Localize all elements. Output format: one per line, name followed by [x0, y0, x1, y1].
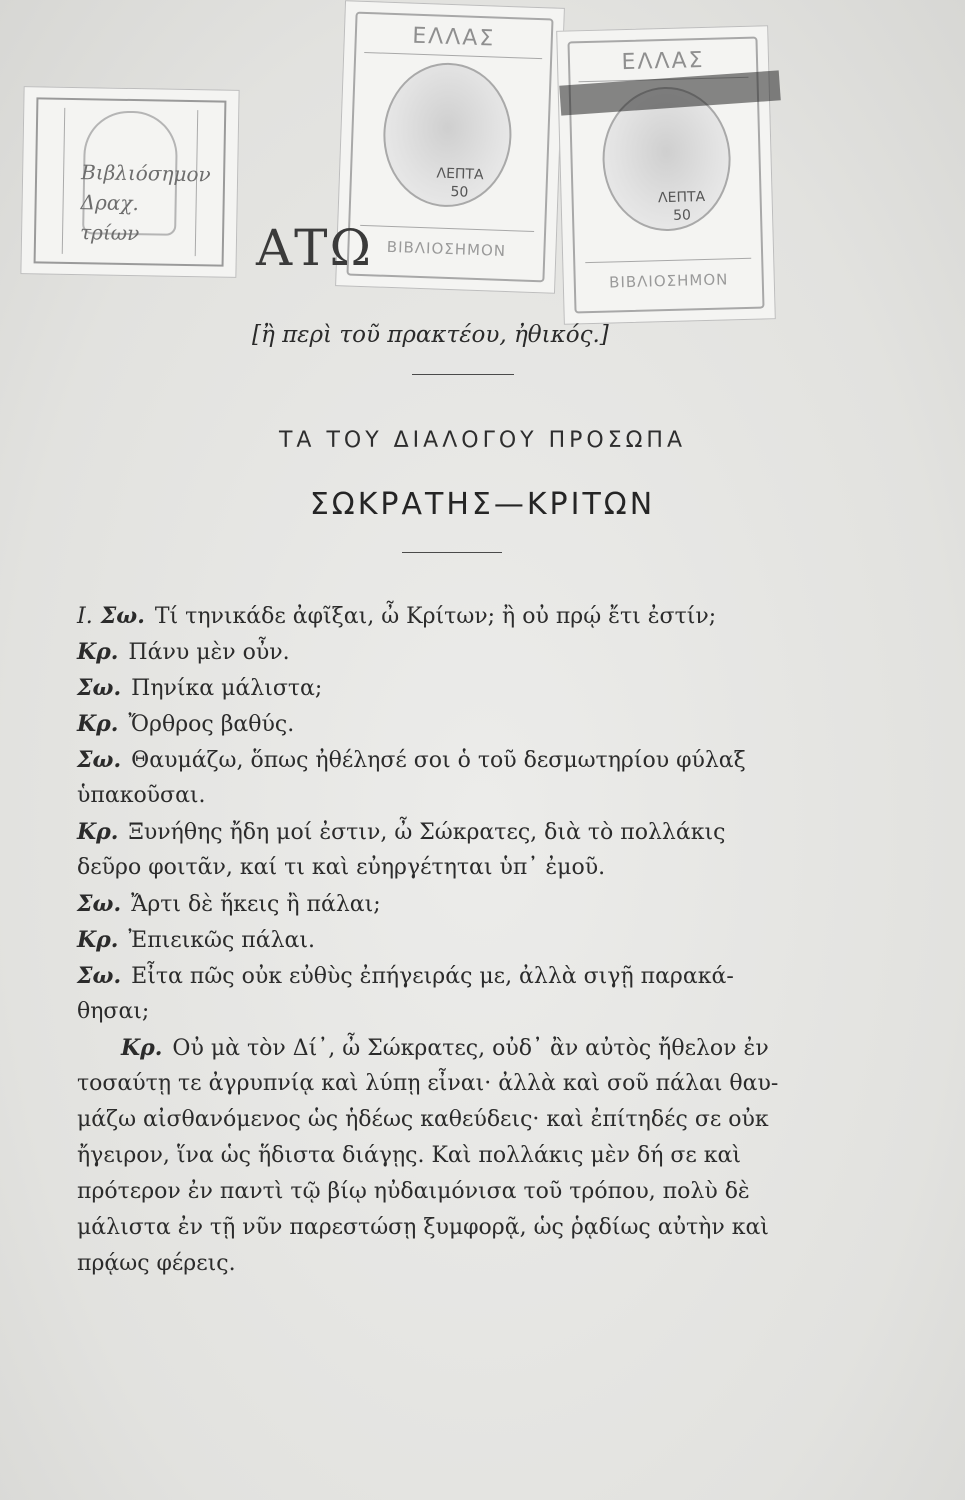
dialogue-line-continuation: ὑπακοῦσαι.	[77, 783, 206, 808]
speaker-label: Κρ.	[77, 639, 119, 665]
speaker-label: Κρ.	[77, 927, 119, 953]
dialogue-line	[77, 634, 845, 670]
dialogue-text	[77, 598, 845, 1282]
section-number: I.	[77, 604, 93, 629]
stamp-side-panel	[38, 107, 66, 253]
stamp-value-unit: ΛΕΠΤΑ	[657, 188, 706, 207]
line-text: Ἄρτι δὲ ἥκεις ἢ πάλαι;	[131, 892, 381, 917]
dialogue-line	[77, 886, 845, 922]
dialogue-line	[77, 814, 845, 850]
divider	[402, 552, 502, 553]
revenue-stamp-left	[20, 86, 239, 278]
dialogue-line-continuation: πρᾴως φέρεις.	[77, 1251, 236, 1276]
stamp-value-number: 50	[450, 184, 469, 201]
persons-heading: ΤΑ ΤΟΥ ΔΙΑΛΟΓΟΥ ΠΡΟΣΩΠΑ	[278, 428, 687, 453]
line-text: Πάνυ μὲν οὖν.	[128, 640, 290, 665]
line-text: Ὄρθρος βαθύς.	[128, 712, 295, 737]
page-title-fragment: ΑΤΩ	[256, 219, 373, 277]
dialogue-line-continuation: μάλιστα ἐν τῇ νῦν παρεστώσῃ ξυμφορᾷ, ὡς ῥᾳδίως αὐτὴν καὶ	[77, 1215, 769, 1240]
line-text: Ξυνήθης ἤδη μοί ἐστιν, ὦ Σώκρατες, διὰ τὸ πολλάκις	[128, 820, 726, 845]
dialogue-line	[77, 958, 845, 994]
stamp-value-number: 50	[672, 207, 692, 224]
line-text: Θαυμάζω, ὅπως ἠθέλησέ σοι ὁ τοῦ δεσμωτηρίου φύλαξ	[131, 748, 746, 773]
dialogue-line	[77, 742, 845, 778]
dialogue-line-continuation: τοσαύτῃ τε ἀγρυπνίᾳ καὶ λύπῃ εἶναι· ἀλλὰ καὶ σοῦ πάλαι θαυ-	[77, 1071, 779, 1096]
cancel-text-line: τρίων	[79, 220, 140, 246]
speaker-label: Σω.	[77, 891, 122, 917]
line-text: Πηνίκα μάλιστα;	[131, 676, 323, 701]
speaker-label: Σω.	[100, 603, 145, 629]
stamp-footer: ΒΙΒΛΙΟΣΗΜΟΝ	[359, 225, 534, 272]
divider	[412, 374, 514, 375]
speaker-label: Κρ.	[121, 1035, 163, 1061]
line-text: Οὐ μὰ τὸν Δί᾽, ὦ Σώκρατες, οὐδ᾽ ἂν αὐτὸς ἤθελον ἐν	[172, 1036, 769, 1061]
speaker-label: Σω.	[77, 747, 122, 773]
dialogue-line-continuation: θησαι;	[77, 999, 150, 1024]
dialogue-line	[77, 1030, 845, 1066]
line-text: Εἶτα πῶς οὐκ εὐθὺς ἐπήγειράς με, ἀλλὰ σιγῇ παρακά-	[131, 964, 734, 989]
cancel-text-line: Βιβλιόσημον	[80, 160, 211, 187]
dialogue-line	[77, 922, 845, 958]
speaker-label: Σω.	[77, 675, 122, 701]
stamp-value-unit: ΛΕΠΤΑ	[436, 165, 484, 184]
persons-names: ΣΩΚΡΑΤΗΣ—ΚΡΙΤΩΝ	[309, 487, 656, 522]
stamp-value	[621, 187, 742, 226]
line-text: Τί τηνικάδε ἀφῖξαι, ὦ Κρίτων; ἢ οὐ πρῴ ἔτι ἐστίν;	[154, 604, 717, 629]
stamp-country: ΕΛΛΑΣ	[578, 43, 749, 82]
dialogue-line-continuation: δεῦρο φοιτᾶν, καί τι καὶ εὐηργέτηται ὑπ᾽ ἐμοῦ.	[77, 855, 606, 880]
dialogue-line	[77, 706, 845, 742]
cancel-text-line: Δραχ.	[80, 190, 140, 216]
stamp-value	[399, 163, 520, 203]
speaker-label: Σω.	[77, 963, 122, 989]
stamp-country: ΕΛΛΑΣ	[364, 18, 543, 59]
speaker-label: Κρ.	[77, 711, 119, 737]
line-text: Ἐπιεικῶς πάλαι.	[128, 928, 316, 953]
dialogue-line-continuation: ἤγειρον, ἵνα ὡς ἥδιστα διάγῃς. Καὶ πολλάκις μὲν δή σε καὶ	[77, 1143, 742, 1168]
dialogue-line-continuation: πρότερον ἐν παντὶ τῷ βίῳ ηὐδαιμόνισα τοῦ τρόπου, πολὺ δὲ	[77, 1179, 750, 1204]
revenue-stamp-right	[556, 25, 776, 324]
speaker-label: Κρ.	[77, 819, 119, 845]
dialogue-line	[77, 598, 845, 634]
dialogue-line-continuation: μάζω αἰσθανόμενος ὡς ἡδέως καθεύδεις· καὶ ἐπίτηδές σε οὐκ	[77, 1107, 769, 1132]
page-subtitle: [ἢ περὶ τοῦ πρακτέου, ἠθικός.]	[252, 322, 609, 348]
dialogue-line	[77, 670, 845, 706]
stamp-footer: ΒΙΒΛΙΟΣΗΜΟΝ	[585, 258, 752, 303]
